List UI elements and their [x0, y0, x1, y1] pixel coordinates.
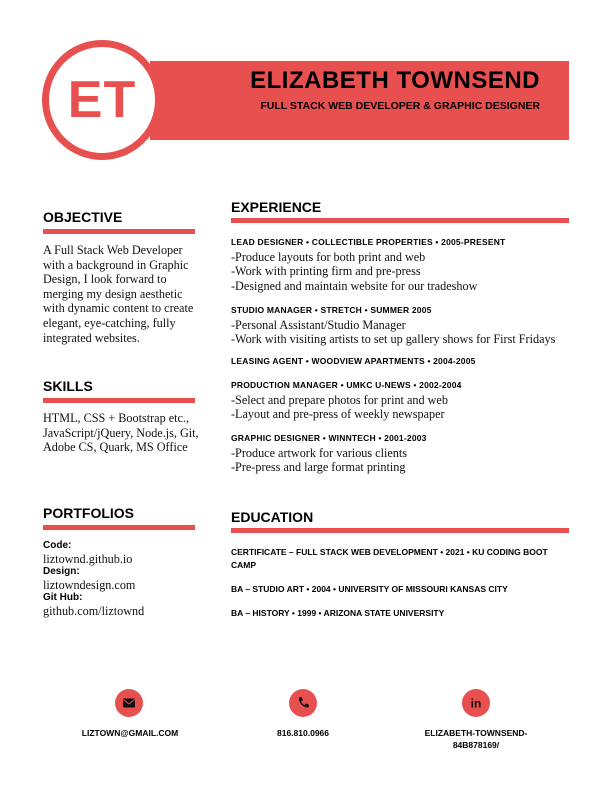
portfolio-code-label: Code:	[43, 540, 72, 551]
experience-bar	[231, 218, 569, 223]
education-item: BA – STUDIO ART • 2004 • UNIVERSITY OF MISSOURI KANSAS CITY	[231, 584, 508, 594]
linkedin-icon	[462, 689, 490, 717]
portfolios-heading: PORTFOLIOS	[43, 505, 134, 521]
job-duty: -Select and prepare photos for print and web	[231, 393, 448, 407]
job-duty: -Work with visiting artists to set up gallery shows for First Fridays	[231, 332, 556, 347]
objective-bar	[43, 229, 195, 234]
linkedin-line-1: ELIZABETH-TOWNSEND-	[424, 728, 528, 738]
experience-heading: EXPERIENCE	[231, 199, 322, 215]
contact-email[interactable]: LIZTOWN@GMAIL.COM	[81, 728, 179, 738]
job-header: LEASING AGENT • WOODVIEW APARTMENTS • 2004-2005	[231, 356, 476, 366]
education-item: BA – HISTORY • 1999 • ARIZONA STATE UNIVERSITY	[231, 608, 445, 618]
monogram-initials: ET	[67, 71, 137, 129]
job-header: LEAD DESIGNER • COLLECTIBLE PROPERTIES • 2005-PRESENT	[231, 237, 506, 247]
phone-icon	[289, 689, 317, 717]
candidate-name: ELIZABETH TOWNSEND	[250, 67, 540, 94]
job-entry	[231, 380, 571, 422]
portfolio-design-link[interactable]: liztowndesign.com	[43, 578, 136, 592]
skills-bar	[43, 398, 195, 403]
job-entry	[231, 356, 571, 369]
email-icon	[115, 689, 143, 717]
job-entry	[231, 237, 571, 293]
contact-linkedin[interactable]	[406, 727, 546, 751]
job-duty: -Pre-press and large format printing	[231, 460, 406, 475]
candidate-title: FULL STACK WEB DEVELOPER & GRAPHIC DESIGNER	[260, 100, 540, 112]
monogram-circle	[42, 40, 162, 160]
linkedin-line-2: 84B878169/	[452, 740, 500, 750]
portfolio-code-link[interactable]: liztownd.github.io	[43, 552, 133, 566]
job-header: GRAPHIC DESIGNER • WINNTECH • 2001-2003	[231, 433, 427, 443]
portfolio-design-label: Design:	[43, 566, 80, 577]
portfolios-list	[43, 540, 203, 618]
objective-heading: OBJECTIVE	[43, 209, 123, 225]
job-duty: -Designed and maintain website for our tradeshow	[231, 278, 478, 293]
job-duty: -Produce artwork for various clients	[231, 446, 407, 460]
contact-phone[interactable]: 816.810.0966	[277, 728, 329, 738]
objective-text: A Full Stack Web Developer with a background in Graphic Design, I look forward to merging my design aesthetic with dynamic content to create elegant, eye-catching, fully integrated websites.	[43, 243, 194, 345]
job-entry	[231, 305, 571, 347]
job-duty: -Layout and pre-press of weekly newspaper	[231, 407, 445, 422]
skills-heading: SKILLS	[43, 378, 93, 394]
job-duty: -Produce layouts for both print and web	[231, 250, 426, 264]
skills-text: HTML, CSS + Bootstrap etc., JavaScript/jQuery, Node.js, Git, Adobe CS, Quark, MS Office	[43, 411, 199, 455]
portfolio-github-label: Git Hub:	[43, 592, 83, 603]
education-bar	[231, 528, 569, 533]
job-duty: -Personal Assistant/Studio Manager	[231, 318, 406, 332]
job-header: PRODUCTION MANAGER • UMKC U-NEWS • 2002-2004	[231, 380, 462, 390]
education-heading: EDUCATION	[231, 509, 314, 525]
job-entry	[231, 433, 571, 475]
portfolios-bar	[43, 525, 195, 530]
job-duty: -Work with printing firm and pre-press	[231, 264, 421, 279]
job-header: STUDIO MANAGER • STRETCH • SUMMER 2005	[231, 305, 432, 315]
education-item: CERTIFICATE – FULL STACK WEB DEVELOPMENT • 2021 • KU CODING BOOT CAMP	[231, 547, 548, 570]
portfolio-github-link[interactable]: github.com/liztownd	[43, 604, 145, 618]
svg-text:in: in	[470, 696, 482, 711]
